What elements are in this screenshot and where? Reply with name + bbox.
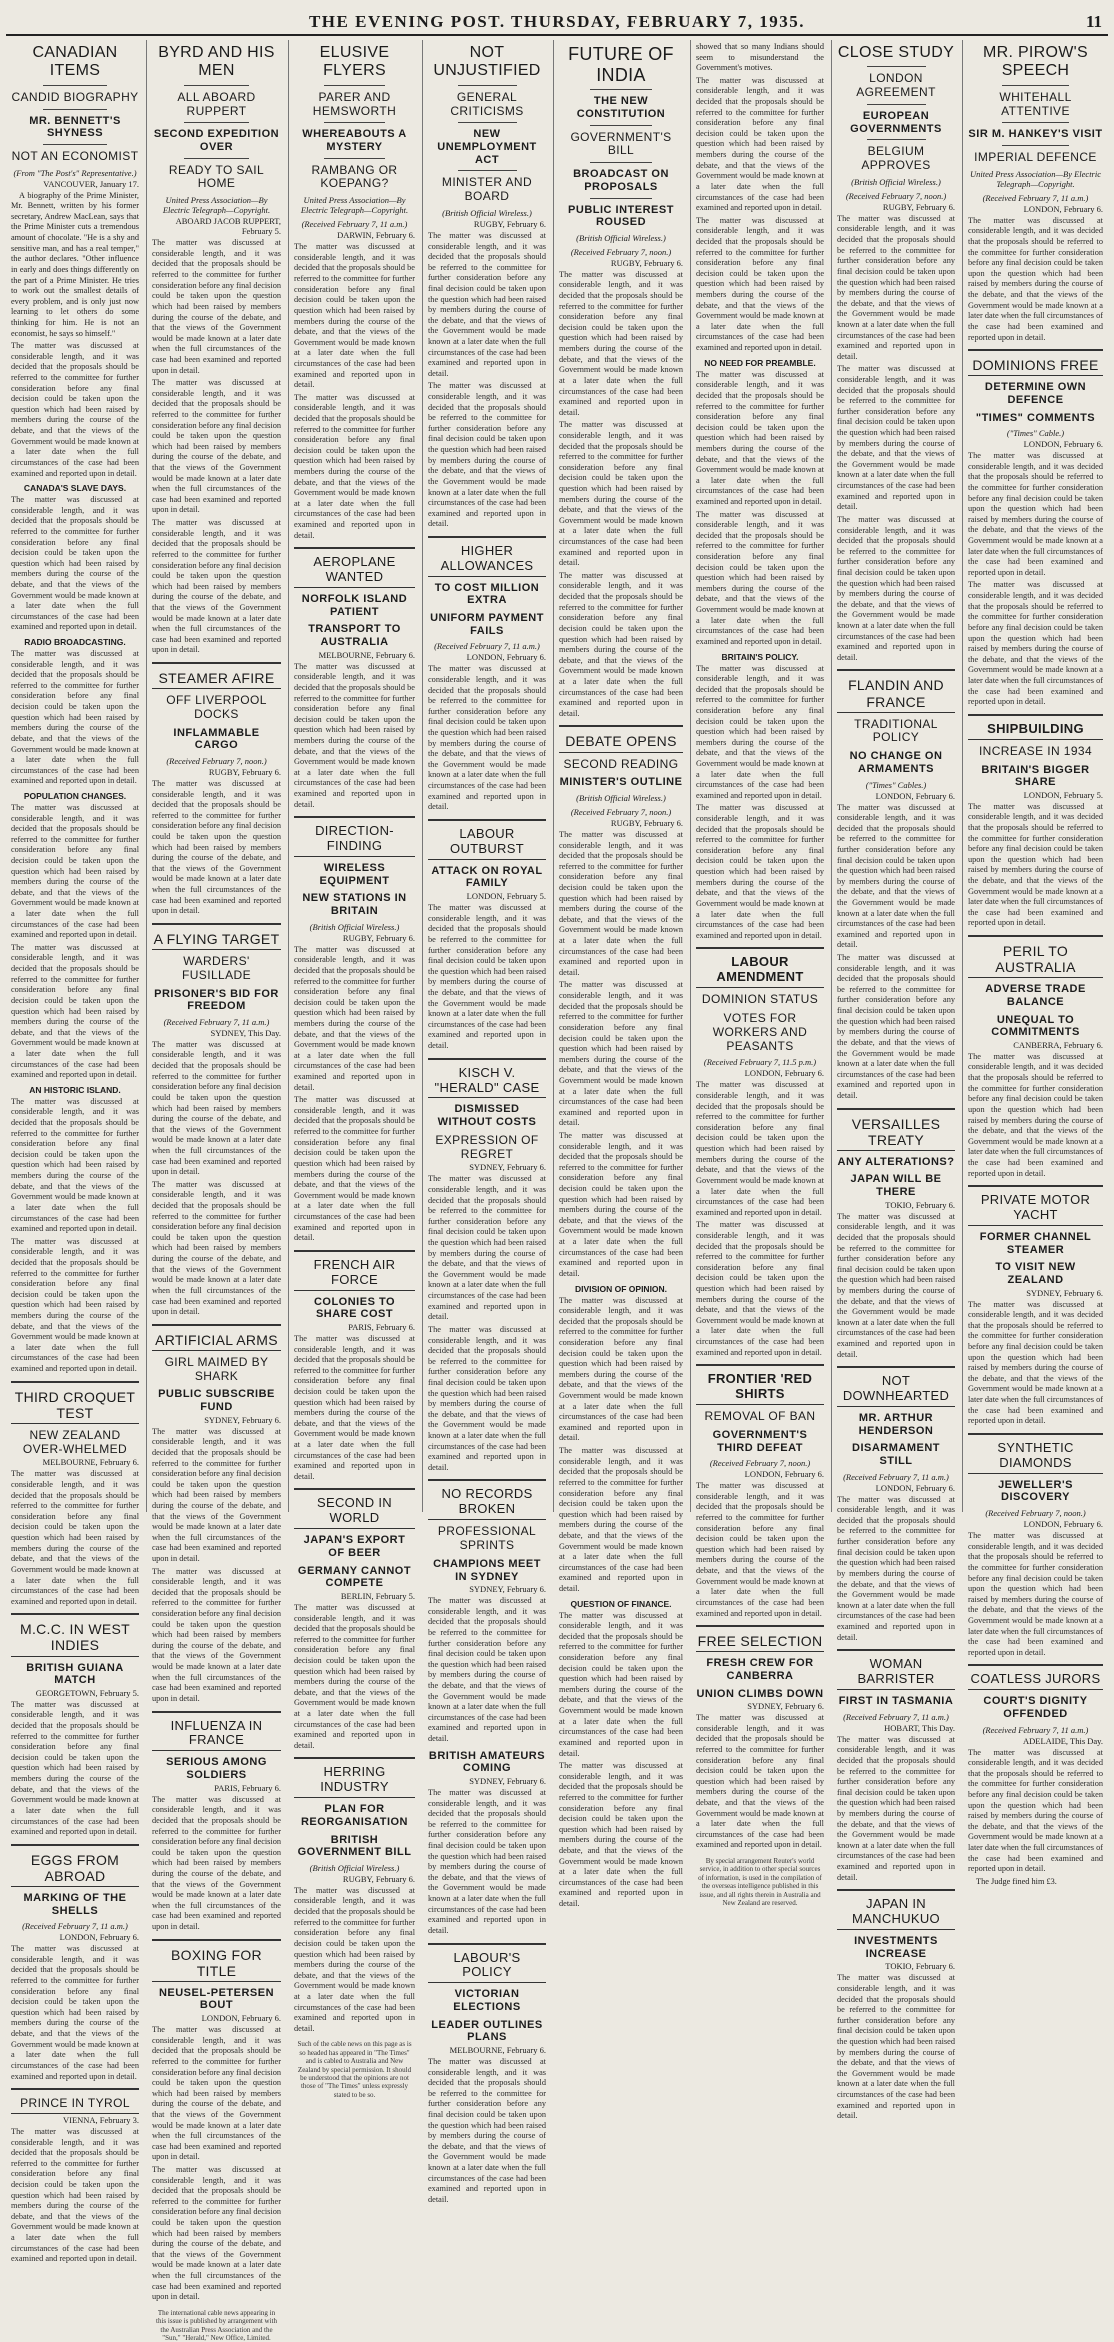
article-body: The matter was discussed at considerable length, and it was decided that the proposals should be referred to the committee for further consideration before any final decision could be taken upon the question which had been raised by members during the course of the debate, and that the views of the Government would be made known at a later date when the full circumstances of the case had been examined and reported upon in detail. (11, 341, 139, 478)
subheadline: NEW UNEMPLOYMENT ACT (437, 128, 537, 166)
article-body: The matter was discussed at considerable length, and it was decided that the proposals should be referred to the committee for further consideration before any final decision could be taken upon the question which had been raised by members during the course of the debate, and that the views of the Government would be made known at a later date when the full circumstances of the case had been examined and reported upon in detail. (428, 230, 546, 378)
credit-line: (British Official Wireless.) (851, 176, 941, 187)
dateline-place: MELBOURNE, February 6. (318, 649, 415, 660)
article-body: The matter was discussed at considerable length, and it was decided that the proposals should be referred to the committee for further consideration before any final decision could be taken upon the question which had been raised by members during the course of the debate, and that the views of the Government would be made known at a later date when the full circumstances of the case had been examined and reported upon in detail. (11, 1699, 139, 1837)
column-india-continued (691, 40, 829, 1908)
headline: JAPAN IN MANCHUKUO (852, 1896, 940, 1927)
headline: CLOSE STUDY (837, 44, 955, 61)
article-body: The matter was discussed at considerable length, and it was decided that the proposals should be referred to the committee for further consideration before any final decision could be taken upon the question which had been raised by members during the course of the debate, and that the views of the Government would be made known at a later date when the full circumstances of the case had been examined and reported upon in detail. (294, 661, 415, 809)
credit-line: ("Times" Cable.) (1006, 428, 1065, 439)
article-body: The matter was discussed at considerable length, and it was decided that the proposals should be referred to the committee for further consideration before any final decision could be taken upon the question which had been raised by members during the course of the debate, and that the views of the Government would be made known at a later date when the full circumstances of the case had been examined and reported upon in detail. (837, 1973, 955, 2121)
subheadline: DETERMINE OWN DEFENCE (984, 381, 1087, 406)
article-body: The matter was discussed at considerable length, and it was decided that the proposals should be referred to the committee for further consideration before any final decision could be taken upon the question which had been raised by members during the course of the debate, and that the views of the Government would be made known at a later date when the full circumstances of the case had been examined and reported upon in detail. (696, 509, 824, 646)
dateline-place: BERLIN, February 5. (340, 1590, 415, 1601)
subheadline: EXPRESSION OF REGRET (435, 1132, 539, 1161)
article-body: The matter was discussed at considerable length, and it was decided that the proposals should be referred to the committee for further consideration before any final decision could be taken upon the question which had been raised by members during the course of the debate, and that the views of the Government would be made known at a later date when the full circumstances of the case had been examined and reported upon in detail. (152, 1426, 282, 1563)
subheadline: BELGIUM APPROVES (861, 144, 931, 173)
article-body: The matter was discussed at considerable length, and it was decided that the proposals should be referred to the committee for further consideration before any final decision could be taken upon the question which had been raised by members during the course of the debate, and that the views of the Government would be made known at a later date when the full circumstances of the case had been examined and reported upon in detail. (696, 803, 824, 940)
subheadline: JAPAN WILL BE THERE (850, 1173, 942, 1199)
subheadline: WARDERS' FUSILLADE (182, 954, 251, 982)
article-body: The matter was discussed at considerable length, and it was decided that the proposals should be referred to the committee for further consideration before any final decision could be taken upon the question which had been raised by members during the course of the debate, and that the views of the Government would be made known at a later date when the full circumstances of the case had been examined and reported upon in detail. (294, 392, 415, 540)
dateline-place: LONDON, February 6. (59, 1932, 139, 1943)
headline: CANADIAN ITEMS (32, 44, 118, 80)
dateline-place: ADELAIDE, This Day. (1022, 1735, 1103, 1746)
article-body: The matter was discussed at considerable length, and it was decided that the proposals should be referred to the committee for further consideration before any final decision could be taken upon the question which had been raised by members during the course of the debate, and that the views of the Government would be made known at a later date when the full circumstances of the case had been examined and reported upon in detail. (837, 213, 955, 361)
subheadline: TRANSPORT TO AUSTRALIA (308, 623, 401, 649)
subheadline: SERIOUS AMONG SOLDIERS (166, 1756, 267, 1782)
headline: FLANDIN AND FRANCE (848, 677, 944, 710)
received-line: (Received February 7, noon.) (570, 806, 672, 817)
column-close-study (832, 40, 960, 2121)
dateline-place: RUGBY, February 6. (342, 1873, 415, 1884)
dateline-place: RUGBY, February 6. (610, 257, 683, 268)
headline: ELUSIVE FLYERS (319, 44, 390, 80)
subheadline: ATTACK ON ROYAL FAMILY (431, 864, 543, 890)
subheadline: COLONIES TO SHARE COST (313, 1295, 396, 1321)
subheadline: UNION CLIMBS DOWN (696, 1687, 824, 1700)
dateline-place: LONDON, February 6. (875, 790, 955, 801)
subheadline: TO VISIT NEW ZEALAND (995, 1261, 1076, 1286)
article-body: The matter was discussed at considerable length, and it was decided that the proposals should be referred to the committee for further consideration before any final decision could be taken upon the question which had been raised by members during the course of the debate, and that the views of the Government would be made known at a later date when the full circumstances of the case had been examined and reported upon in detail. (696, 1220, 824, 1357)
subheadline: VOTES FOR WORKERS AND PEASANTS (712, 1011, 808, 1053)
headline: M.C.C. IN WEST INDIES (20, 1621, 130, 1654)
headline: PERIL TO AUSTRALIA (995, 943, 1076, 976)
article-body: The matter was discussed at considerable length, and it was decided that the proposals should be referred to the committee for further consideration before any final decision could be taken upon the question which had been raised by members during the course of the debate, and that the views of the Government would be made known at a later date when the full circumstances of the case had been examined and reported upon in detail. (696, 1713, 824, 1850)
received-line: (Received February 7, 11 a.m.) (163, 1016, 270, 1027)
article-body: The matter was discussed at considerable length, and it was decided that the proposals should be referred to the committee for further consideration before any final decision could be taken upon the question which had been raised by members during the course of the debate, and that the views of the Government would be made known at a later date when the full circumstances of the case had been examined and reported upon in detail. (152, 1039, 282, 1177)
article-body: The matter was discussed at considerable length, and it was decided that the proposals should be referred to the committee for further consideration before any final decision could be taken upon the question which had been raised by members during the course of the debate, and that the views of the Government would be made known at a later date when the full circumstances of the case had been examined and reported upon in detail. (294, 944, 415, 1092)
article-body: The matter was discussed at considerable length, and it was decided that the proposals should be referred to the committee for further consideration before any final decision could be taken upon the question which had been raised by members during the course of the debate, and that the views of the Government would be made known at a later date when the full circumstances of the case had been examined and reported upon in detail. (968, 1299, 1103, 1426)
article-body: The matter was discussed at considerable length, and it was decided that the proposals should be referred to the committee for further consideration before any final decision could be taken upon the question which had been raised by members during the course of the debate, and that the views of the Government would be made known at a later date when the full circumstances of the case had been examined and reported upon in detail. (696, 1481, 824, 1618)
headline: ARTIFICIAL ARMS (155, 1331, 278, 1348)
headline: LABOUR OUTBURST (450, 825, 524, 856)
article-body: The matter was discussed at considerable length, and it was decided that the proposals should be referred to the committee for further consideration before any final decision could be taken upon the question which had been raised by members during the course of the debate, and that the views of the Government would be made known at a later date when the full circumstances of the case had been examined and reported upon in detail. (152, 2165, 282, 2302)
footnote: The international cable news appearing in this issue is published by arrangement with the Australian Press Association and the "Sun," "Herald," New Office, Limited. (156, 2308, 277, 2342)
subheadline: WHITEHALL ATTENTIVE (999, 89, 1072, 118)
dateline-place: CANBERRA, February 6. (1013, 1039, 1103, 1050)
article-body: The matter was discussed at considerable length, and it was decided that the proposals should be referred to the committee for further consideration before any final decision could be taken upon the question which had been raised by members during the course of the debate, and that the views of the Government would be made known at a later date when the full circumstances of the case had been examined and reported upon in detail. (152, 1794, 282, 1931)
article-body: The matter was discussed at considerable length, and it was decided that the proposals should be referred to the committee for further consideration before any final decision could be taken upon the question which had been raised by members during the course of the debate, and that the views of the Government would be made known at a later date when the full circumstances of the case had been examined and reported upon in detail. (837, 364, 955, 512)
headline: SECOND IN WORLD (317, 1495, 392, 1526)
dateline-place: SYDNEY, February 6. (204, 1414, 281, 1425)
subheadline: BRITISH GUIANA MATCH (26, 1661, 124, 1687)
subheadline: OFF LIVERPOOL DOCKS (166, 693, 267, 721)
dateline-place: SYDNEY, February 6. (469, 1162, 546, 1173)
footnote: By special arrangement Reuter's world service, in addition to other special sources of information, is used in the compilation of the overseas intelligence published in this issue, and all rights therein in Australia and New Zealand are reserved. (698, 1857, 822, 1908)
dateline-place: RUGBY, February 6. (473, 218, 546, 229)
subheadline: MARKING OF THE SHELLS (23, 1891, 127, 1917)
subheadline: EUROPEAN GOVERNMENTS (850, 109, 942, 135)
article-body: The matter was discussed at considerable length, and it was decided that the proposals should be referred to the committee for further consideration before any final decision could be taken upon the question which had been raised by members during the course of the debate, and that the views of the Government would be made known at a later date when the full circumstances of the case had been examined and reported upon in detail. (294, 1885, 415, 2033)
article-body: The matter was discussed at considerable length, and it was decided that the proposals should be referred to the committee for further consideration before any final decision could be taken upon the question which had been raised by members during the course of the debate, and that the views of the Government would be made known at a later date when the full circumstances of the case had been examined and reported upon in detail. (559, 1131, 683, 1278)
dateline-place: LONDON, February 6. (744, 1469, 824, 1480)
headline: EGGS FROM ABROAD (30, 1851, 120, 1884)
section-subhead: QUESTION OF FINANCE. (570, 1598, 672, 1609)
dateline-place: LONDON, February 5. (1023, 789, 1103, 800)
headline: LABOUR'S POLICY (453, 1949, 521, 1980)
newspaper-title: THE EVENING POST. THURSDAY, FEBRUARY 7, 1935. (308, 12, 806, 31)
article-body: The matter was discussed at considerable length, and it was decided that the proposals should be referred to the committee for further consideration before any final decision could be taken upon the question which had been raised by members during the course of the debate, and that the views of the Government would be made known at a later date when the full circumstances of the case had been examined and reported upon in detail. (837, 514, 955, 662)
headline: NOT UNJUSTIFIED (433, 44, 541, 80)
article-body: The matter was discussed at considerable length, and it was decided that the proposals should be referred to the committee for further consideration before any final decision could be taken upon the question which had been raised by members during the course of the debate, and that the views of the Government would be made known at a later date when the full circumstances of the case had been examined and reported upon in detail. (11, 1236, 139, 1374)
article-body: The matter was discussed at considerable length, and it was decided that the proposals should be referred to the committee for further consideration before any final decision could be taken upon the question which had been raised by members during the course of the debate, and that the views of the Government would be made known at a later date when the full circumstances of the case had been examined and reported upon in detail. (968, 580, 1103, 707)
subheadline: MR. BENNETT'S SHYNESS (29, 114, 121, 140)
article-body: The matter was discussed at considerable length, and it was decided that the proposals should be referred to the committee for further consideration before any final decision could be taken upon the question which had been raised by members during the course of the debate, and that the views of the Government would be made known at a later date when the full circumstances of the case had been examined and reported upon in detail. (11, 942, 139, 1080)
column-byrd (147, 40, 286, 2342)
subheadline: WIRELESS EQUIPMENT (319, 862, 390, 887)
headline: COATLESS JURORS (970, 1671, 1101, 1687)
subheadline: NORFOLK ISLAND PATIENT (301, 593, 408, 618)
subheadline: DISARMAMENT STILL (852, 1442, 940, 1468)
credit-line: (British Official Wireless.) (309, 921, 400, 932)
subheadline: NEUSEL-PETERSEN BOUT (158, 1986, 275, 2012)
headline: KISCH V. "HERALD" CASE (434, 1064, 540, 1095)
subheadline: BRITAIN'S BIGGER SHARE (981, 763, 1090, 789)
headline: MR. PIROW'S SPEECH (982, 44, 1089, 80)
section-subhead: AN HISTORIC ISLAND. (29, 1084, 121, 1095)
headline: DEBATE OPENS (565, 733, 677, 750)
subheadline: SECOND READING (563, 756, 679, 771)
footnote: Such of the cable news on this page as is so headed has appeared in "The Times" and is cabled to Australia and New Zealand by special permission. It should be understood that the opinions are not those of "The Times" unless expressly stated to be so. (297, 2040, 412, 2099)
headline: FREE SELECTION (697, 1633, 823, 1650)
article-body: The matter was discussed at considerable length, and it was decided that the proposals should be referred to the committee for further consideration before any final decision could be taken upon the question which had been raised by members during the course of the debate, and that the views of the Government would be made known at a later date when the full circumstances of the case had been examined and reported upon in detail. (152, 378, 282, 515)
credit-line: (From "The Post's" Representative.) (13, 167, 137, 178)
subheadline: GENERAL CRITICISMS (450, 89, 524, 118)
headline: DIRECTION-FINDING (315, 823, 394, 854)
dateline-place: LONDON, February 6. (1023, 1519, 1103, 1530)
headline: NOT DOWNHEARTED (842, 1373, 950, 1404)
headline: THIRD CROQUET TEST (14, 1388, 136, 1421)
article-body: The matter was discussed at considerable length, and it was decided that the proposals should be referred to the committee for further consideration before any final decision could be taken upon the question which had been raised by members during the course of the debate, and that the views of the Government would be made known at a later date when the full circumstances of the case had been examined and reported upon in detail. (559, 570, 683, 718)
subheadline: FIRST IN TASMANIA (838, 1695, 954, 1708)
received-line: (Received February 7, 11 a.m.) (22, 1921, 128, 1932)
section-subhead: CANADA'S SLAVE DAYS. (23, 483, 127, 494)
headline: DOMINIONS FREE (972, 357, 1099, 374)
headline: SYNTHETIC DIAMONDS (997, 1439, 1074, 1470)
article-body: The matter was discussed at considerable length, and it was decided that the proposals should be referred to the committee for further consideration before any final decision could be taken upon the question which had been raised by members during the course of the debate, and that the views of the Government would be made known at a later date when the full circumstances of the case had been examined and reported upon in detail. (11, 1469, 139, 1606)
article-body: The matter was discussed at considerable length, and it was decided that the proposals should be referred to the committee for further consideration before any final decision could be taken upon the question which had been raised by members during the course of the debate, and that the views of the Government would be made known at a later date when the full circumstances of the case had been examined and reported upon in detail. (696, 75, 824, 213)
subheadline: PRISONER'S BID FOR FREEDOM (154, 987, 279, 1013)
article-body: The matter was discussed at considerable length, and it was decided that the proposals should be referred to the committee for further consideration before any final decision could be taken upon the question which had been raised by members during the course of the debate, and that the views of the Government would be made known at a later date when the full circumstances of the case had been examined and reported upon in detail. (294, 1333, 415, 1481)
subheadline: SIR M. HANKEY'S VISIT (968, 128, 1103, 141)
dateline-place: VANCOUVER, January 17. (43, 178, 139, 189)
article-body: The matter was discussed at considerable length, and it was decided that the proposals should be referred to the committee for further consideration before any final decision could be taken upon the question which had been raised by members during the course of the debate, and that the views of the Government would be made known at a later date when the full circumstances of the case had been examined and reported upon in detail. (428, 664, 546, 812)
subheadline: GERMANY CANNOT COMPETE (297, 1564, 412, 1590)
dateline-place: LONDON, February 6. (875, 1482, 955, 1493)
dateline-place: RUGBY, February 6. (882, 201, 955, 212)
subheadline: CHAMPIONS MEET IN SYDNEY (433, 1557, 541, 1583)
dateline-place: MELBOURNE, February 6. (42, 1457, 139, 1468)
subheadline: NO CHANGE ON ARMAMENTS (849, 750, 943, 775)
dateline-place: DARWIN, February 6. (337, 230, 415, 241)
subheadline: RAMBANG OR KOEPANG? (311, 162, 398, 191)
subheadline: INFLAMMABLE CARGO (173, 726, 260, 752)
dateline-place: SYDNEY, February 6. (469, 1584, 546, 1595)
dateline-place: PARIS, February 6. (348, 1321, 415, 1332)
article-body: The matter was discussed at considerable length, and it was decided that the proposals should be referred to the committee for further consideration before any final decision could be taken upon the question which had been raised by members during the course of the debate, and that the views of the Government would be made known at a later date when the full circumstances of the case had been examined and reported upon in detail. (294, 242, 415, 390)
subheadline: INVESTMENTS INCREASE (854, 1935, 938, 1960)
dateline-place: SYDNEY, February 6. (747, 1701, 824, 1712)
article-body: The matter was discussed at considerable length, and it was decided that the proposals should be referred to the committee for further consideration before any final decision could be taken upon the question which had been raised by members during the course of the debate, and that the views of the Government would be made known at a later date when the full circumstances of the case had been examined and reported upon in detail. (559, 1761, 683, 1909)
article-body: The matter was discussed at considerable length, and it was decided that the proposals should be referred to the committee for further consideration before any final decision could be taken upon the question which had been raised by members during the course of the debate, and that the views of the Government would be made known at a later date when the full circumstances of the case had been examined and reported upon in detail. (837, 1494, 955, 1642)
article-body: The matter was discussed at considerable length, and it was decided that the proposals should be referred to the committee for further consideration before any final decision could be taken upon the question which had been raised by members during the course of the debate, and that the views of the Government would be made known at a later date when the full circumstances of the case had been examined and reported upon in detail. (559, 1295, 683, 1443)
subheadline: PARER AND HEMSWORTH (312, 89, 397, 118)
credit-line: (British Official Wireless.) (309, 1862, 400, 1873)
received-line: (Received February 7, noon.) (166, 755, 267, 766)
subheadline: GOVERNMENT'S BILL (570, 129, 672, 158)
subheadline: THE NEW CONSTITUTION (576, 95, 666, 121)
subheadline: LONDON AGREEMENT (856, 71, 936, 100)
article-body: The matter was discussed at considerable length, and it was decided that the proposals should be referred to the committee for further consideration before any final decision could be taken upon the question which had been raised by members during the course of the debate, and that the views of the Government would be made known at a later date when the full circumstances of the case had been examined and reported upon in detail. (696, 369, 824, 506)
subheadline: FRESH CREW FOR CANBERRA (706, 1657, 814, 1682)
received-line: (Received February 7, 11 a.m.) (301, 219, 408, 230)
subheadline: READY TO SAIL HOME (168, 162, 265, 191)
subheadline: CANDID BIOGRAPHY (11, 89, 139, 104)
article-body: The matter was discussed at considerable length, and it was decided that the proposals should be referred to the committee for further consideration before any final decision could be taken upon the question which had been raised by members during the course of the debate, and that the views of the Government would be made known at a later date when the full circumstances of the case had been examined and reported upon in detail. (559, 269, 683, 417)
article-body: The matter was discussed at considerable length, and it was decided that the proposals should be referred to the committee for further consideration before any final decision could be taken upon the question which had been raised by members during the course of the debate, and that the views of the Government would be made known at a later date when the full circumstances of the case had been examined and reported upon in detail. (428, 1596, 546, 1744)
subheadline: ANY ALTERATIONS? (837, 1155, 955, 1168)
subheadline: ALL ABOARD RUPPERT (177, 89, 256, 118)
subheadline: NOT AN ECONOMIST (11, 148, 139, 163)
article-body: The matter was discussed at considerable length, and it was decided that the proposals should be referred to the committee for further consideration before any final decision could be taken upon the question which had been raised by members during the course of the debate, and that the views of the Government would be made known at a later date when the full circumstances of the case had been examined and reported upon in detail. (559, 1610, 683, 1758)
dateline-place: TOKIO, February 6. (885, 1199, 955, 1210)
subheadline: MINISTER AND BOARD (441, 175, 533, 204)
headline: HIGHER ALLOWANCES (440, 542, 534, 573)
dateline-place: LONDON, February 6. (744, 1068, 824, 1079)
article-body: The matter was discussed at considerable length, and it was decided that the proposals should be referred to the committee for further consideration before any final decision could be taken upon the question which had been raised by members during the course of the debate, and that the views of the Government would be made known at a later date when the full circumstances of the case had been examined and reported upon in detail. (428, 1174, 546, 1322)
article-body: The matter was discussed at considerable length, and it was decided that the proposals should be referred to the committee for further consideration before any final decision could be taken upon the question which had been raised by members during the course of the debate, and that the views of the Government would be made known at a later date when the full circumstances of the case had been examined and reported upon in detail. (837, 802, 955, 950)
section-subhead: BRITAIN'S POLICY. (721, 651, 799, 662)
article-body: The matter was discussed at considerable length, and it was decided that the proposals should be referred to the committee for further consideration before any final decision could be taken upon the question which had been raised by members during the course of the debate, and that the views of the Government would be made known at a later date when the full circumstances of the case had been examined and reported upon in detail. (837, 1734, 955, 1882)
credit-line: (British Official Wireless.) (576, 232, 666, 243)
article-body: The matter was discussed at considerable length, and it was decided that the proposals should be referred to the committee for further consideration before any final decision could be taken upon the question which had been raised by members during the course of the debate, and that the views of the Government would be made known at a later date when the full circumstances of the case had been examined and reported upon in detail. (428, 381, 546, 529)
subheadline: BRITISH AMATEURS COMING (428, 1749, 546, 1775)
dateline-place: GEORGETOWN, February 5. (35, 1687, 139, 1698)
headline: VERSAILLES TREATY (851, 1115, 941, 1148)
article-body: The matter was discussed at considerable length, and it was decided that the proposals should be referred to the committee for further consideration before any final decision could be taken upon the question which had been raised by members during the course of the debate, and that the views of the Government would be made known at a later date when the full circumstances of the case had been examined and reported upon in detail. (428, 903, 546, 1050)
page-number: 11 (1085, 12, 1102, 31)
subheadline: JAPAN'S EXPORT OF BEER (303, 1534, 406, 1559)
subheadline: NEW STATIONS IN BRITAIN (302, 892, 407, 918)
subheadline: BROADCAST ON PROPOSALS (573, 168, 669, 193)
article-body: The matter was discussed at considerable length, and it was decided that the proposals should be referred to the committee for further consideration before any final decision could be taken upon the question which had been raised by members during the course of the debate, and that the views of the Government would be made known at a later date when the full circumstances of the case had been examined and reported upon in detail. (428, 2056, 546, 2204)
subheadline: INCREASE IN 1934 (978, 743, 1093, 758)
column-pirow-speech (963, 40, 1108, 1886)
credit-line: United Press Association—By Electric Telegraph—Copyright. (162, 195, 271, 216)
subheadline: UNIFORM PAYMENT FAILS (430, 612, 544, 637)
dateline-place: LONDON, February 6. (1023, 439, 1103, 450)
dateline-place: PARIS, February 6. (214, 1782, 281, 1793)
article-body: The matter was discussed at considerable length, and it was decided that the proposals should be referred to the committee for further consideration before any final decision could be taken upon the question which had been raised by members during the course of the debate, and that the views of the Government would be made known at a later date when the full circumstances of the case had been examined and reported upon in detail. (559, 420, 683, 568)
subheadline: PUBLIC INTEREST ROUSED (568, 203, 674, 229)
headline: NO RECORDS BROKEN (441, 1486, 533, 1517)
subheadline: DISMISSED WITHOUT COSTS (437, 1103, 537, 1129)
article-body: The matter was discussed at considerable length, and it was decided that the proposals should be referred to the committee for further consideration before any final decision could be taken upon the question which had been raised by members during the course of the debate, and that the views of the Government would be made known at a later date when the full circumstances of the case had been examined and reported upon in detail. (152, 2025, 282, 2162)
received-line: (Received February 7, noon.) (985, 1508, 1086, 1519)
article-body: The matter was discussed at considerable length, and it was decided that the proposals should be referred to the committee for further consideration before any final decision could be taken upon the question which had been raised by members during the course of the debate, and that the views of the Government would be made known at a later date when the full circumstances of the case had been examined and reported upon in detail. (968, 451, 1103, 577)
column-future-of-india (554, 40, 688, 1909)
article-body: The Judge fined him £3. (976, 1876, 1057, 1886)
column-not-unjustified (423, 40, 551, 2204)
subheadline: DOMINION STATUS (701, 992, 819, 1007)
article-body: A biography of the Prime Minister, Mr. Bennett, written by his former secretary, Andrew MacLean, says that the Prime Minister cuts a tremendous amount of chocolate. "He is a shy and sensitive man, and has a real temper," the author declares. "Other influence in early and does things differently on the part of a Prime Minister. He tries to work out the smallest details of every problem, and is only just now learning to let others do some thinking for him. He is not an economist, he says so himself." (11, 190, 139, 338)
dateline-place: RUGBY, February 6. (342, 932, 415, 943)
article-body: The matter was discussed at considerable length, and it was decided that the proposals should be referred to the committee for further consideration before any final decision could be taken upon the question which had been raised by members during the course of the debate, and that the views of the Government would be made known at a later date when the full circumstances of the case had been examined and reported upon in detail. (968, 1747, 1103, 1874)
article-body: The matter was discussed at considerable length, and it was decided that the proposals should be referred to the committee for further consideration before any final decision could be taken upon the question which had been raised by members during the course of the debate, and that the views of the Government would be made known at a later date when the full circumstances of the case had been examined and reported upon in detail. (11, 649, 139, 786)
article-body: The matter was discussed at considerable length, and it was decided that the proposals should be referred to the committee for further consideration before any final decision could be taken upon the question which had been raised by members during the course of the debate, and that the views of the Government would be made known at a later date when the full circumstances of the case had been examined and reported upon in detail. (968, 1531, 1103, 1657)
credit-line: United Press Association—By Electric Telegraph—Copyright. (969, 168, 1102, 189)
dateline-place: LONDON, February 6. (201, 2013, 281, 2024)
article-body: The matter was discussed at considerable length, and it was decided that the proposals should be referred to the committee for further consideration before any final decision could be taken upon the question which had been raised by members during the course of the debate, and that the views of the Government would be made known at a later date when the full circumstances of the case had been examined and reported upon in detail. (559, 1446, 683, 1593)
subheadline: GIRL MAIMED BY SHARK (164, 1354, 269, 1383)
dateline-place: SYDNEY, This Day. (210, 1027, 281, 1038)
credit-line: (British Official Wireless.) (576, 792, 666, 803)
article-body: The matter was discussed at considerable length, and it was decided that the proposals should be referred to the committee for further consideration before any final decision could be taken upon the question which had been raised by members during the course of the debate, and that the views of the Government would be made known at a later date when the full circumstances of the case had been examined and reported upon in detail. (968, 1051, 1103, 1178)
dateline-place: RUGBY, February 6. (208, 766, 281, 777)
article-body: The matter was discussed at considerable length, and it was decided that the proposals should be referred to the committee for further consideration before any final decision could be taken upon the question which had been raised by members during the course of the debate, and that the views of the Government would be made known at a later date when the full circumstances of the case had been examined and reported upon in detail. (11, 1096, 139, 1234)
subheadline: IMPERIAL DEFENCE (974, 150, 1097, 165)
article-body: The matter was discussed at considerable length, and it was decided that the proposals should be referred to the committee for further consideration before any final decision could be taken upon the question which had been raised by members during the course of the debate, and that the views of the Government would be made known at a later date when the full circumstances of the case had been examined and reported upon in detail. (696, 215, 824, 353)
article-body: The matter was discussed at considerable length, and it was decided that the proposals should be referred to the committee for further consideration before any final decision could be taken upon the question which had been raised by members during the course of the debate, and that the views of the Government would be made known at a later date when the full circumstances of the case had been examined and reported upon in detail. (294, 1602, 415, 1750)
subheadline: UNEQUAL TO COMMITMENTS (991, 1013, 1080, 1039)
section-subhead: POPULATION CHANGES. (23, 790, 127, 801)
headline: AEROPLANE WANTED (313, 554, 396, 585)
article-body: The matter was discussed at considerable length, and it was decided that the proposals should be referred to the committee for further consideration before any final decision could be taken upon the question which had been raised by members during the course of the debate, and that the views of the Government would be made known at a later date when the full circumstances of the case had been examined and reported upon in detail. (968, 215, 1103, 342)
subheadline: BRITISH GOVERNMENT BILL (297, 1833, 412, 1859)
article-body: The matter was discussed at considerable length, and it was decided that the proposals should be referred to the committee for further consideration before any final decision could be taken upon the question which had been raised by members during the course of the debate, and that the views of the Government would be made known at a later date when the full circumstances of the case had been examined and reported upon in detail. (11, 802, 139, 940)
dateline-place: LONDON, February 6. (1023, 203, 1103, 214)
article-body: The matter was discussed at considerable length, and it was decided that the proposals should be referred to the committee for further consideration before any final decision could be taken upon the question which had been raised by members during the course of the debate, and that the views of the Government would be made known at a later date when the full circumstances of the case had been examined and reported upon in detail. (294, 1095, 415, 1243)
headline: A FLYING TARGET (153, 930, 280, 947)
credit-line: United Press Association—By Electric Telegraph—Copyright. (300, 195, 409, 216)
column-elusive-flyers (289, 40, 420, 2099)
subheadline: TO COST MILLION EXTRA (434, 581, 540, 607)
received-line: (Received February 7, 11 a.m.) (434, 641, 540, 652)
dateline-place: LONDON, February 5. (466, 891, 546, 902)
article-body: The matter was discussed at considerable length, and it was decided that the proposals should be referred to the committee for further consideration before any final decision could be taken upon the question which had been raised by members during the course of the debate, and that the views of the Government would be made known at a later date when the full circumstances of the case had been examined and reported upon in detail. (968, 801, 1103, 928)
subheadline: NEW ZEALAND OVER-WHELMED (22, 1427, 128, 1456)
received-line: (Received February 7, noon.) (570, 246, 672, 257)
subheadline: VICTORIAN ELECTIONS (453, 1988, 521, 2014)
subheadline: LEADER OUTLINES PLANS (431, 2018, 543, 2044)
subheadline: "TIMES" COMMENTS (975, 411, 1096, 424)
article-body: The matter was discussed at considerable length, and it was decided that the proposals should be referred to the committee for further consideration before any final decision could be taken upon the question which had been raised by members during the course of the debate, and that the views of the Government would be made known at a later date when the full circumstances of the case had been examined and reported upon in detail. (837, 953, 955, 1100)
article-body: The matter was discussed at considerable length, and it was decided that the proposals should be referred to the committee for further consideration before any final decision could be taken upon the question which had been raised by members during the course of the debate, and that the views of the Government would be made known at a later date when the full circumstances of the case had been examined and reported upon in detail. (837, 1211, 955, 1359)
subheadline: REMOVAL OF BAN (704, 1409, 816, 1424)
headline: BYRD AND HIS MEN (158, 44, 275, 80)
dateline-place: LONDON, February 6. (466, 652, 546, 663)
received-line: (Received February 7, noon.) (709, 1458, 811, 1469)
subheadline: ADVERSE TRADE BALANCE (985, 983, 1086, 1008)
subheadline: SECOND EXPEDITION OVER (153, 128, 280, 154)
dateline-place: TOKIO, February 6. (885, 1961, 955, 1972)
dateline-place: MELBOURNE, February 6. (449, 2044, 546, 2055)
article-body: The matter was discussed at considerable length, and it was decided that the proposals should be referred to the committee for further consideration before any final decision could be taken upon the question which had been raised by members during the course of the debate, and that the views of the Government would be made known at a later date when the full circumstances of the case had been examined and reported upon in detail. (559, 829, 683, 977)
headline: PRIVATE MOTOR YACHT (980, 1192, 1091, 1223)
headline: FUTURE OF INDIA (568, 44, 674, 85)
headline: FRENCH AIR FORCE (313, 1256, 396, 1287)
article-body: The matter was discussed at considerable length, and it was decided that the proposals should be referred to the committee for further consideration before any final decision could be taken upon the question which had been raised by members during the course of the debate, and that the views of the Government would be made known at a later date when the full circumstances of the case had been examined and reported upon in detail. (11, 495, 139, 632)
credit-line: (British Official Wireless.) (442, 207, 532, 218)
dateline-place: SYDNEY, February 6. (1026, 1287, 1103, 1298)
headline: PRINCE IN TYROL (20, 2096, 130, 2111)
headline: LABOUR AMENDMENT (716, 954, 804, 985)
article-body: The matter was discussed at considerable length, and it was decided that the proposals should be referred to the committee for further consideration before any final decision could be taken upon the question which had been raised by members during the course of the debate, and that the views of the Government would be made known at a later date when the full circumstances of the case had been examined and reported upon in detail. (559, 980, 683, 1128)
masthead (6, 6, 1108, 36)
article-body: The matter was discussed at considerable length, and it was decided that the proposals should be referred to the committee for further consideration before any final decision could be taken upon the question which had been raised by members during the course of the debate, and that the views of the Government would be made known at a later date when the full circumstances of the case had been examined and reported upon in detail. (428, 1324, 546, 1472)
article-body: The matter was discussed at considerable length, and it was decided that the proposals should be referred to the committee for further consideration before any final decision could be taken upon the question which had been raised by members during the course of the debate, and that the views of the Government would be made known at a later date when the full circumstances of the case had been examined and reported upon in detail. (11, 1944, 139, 2081)
headline: INFLUENZA IN FRANCE (170, 1717, 263, 1748)
article-body: showed that so many Indians should seem to misunderstand the Government's motives. (696, 42, 824, 73)
dateline-place: VIENNA, February 3. (62, 2114, 139, 2125)
headline: WOMAN BARRISTER (857, 1656, 935, 1687)
article-body: The matter was discussed at considerable length, and it was decided that the proposals should be referred to the committee for further consideration before any final decision could be taken upon the question which had been raised by members during the course of the debate, and that the views of the Government would be made known at a later date when the full circumstances of the case had been examined and reported upon in detail. (696, 1080, 824, 1217)
dateline-place: SYDNEY, February 6. (469, 1775, 546, 1786)
article-body: The matter was discussed at considerable length, and it was decided that the proposals should be referred to the committee for further consideration before any final decision could be taken upon the question which had been raised by members during the course of the debate, and that the views of the Government would be made known at a later date when the full circumstances of the case had been examined and reported upon in detail. (696, 663, 824, 800)
subheadline: JEWELLER'S DISCOVERY (998, 1478, 1073, 1504)
subheadline: PROFESSIONAL SPRINTS (437, 1524, 537, 1553)
received-line: (Received February 7, noon.) (845, 190, 947, 201)
section-subhead: NO NEED FOR PREAMBLE. (704, 357, 816, 368)
credit-line: ("Times" Cables.) (865, 779, 927, 790)
section-subhead: RADIO BROADCASTING. (24, 637, 126, 648)
received-line: (Received February 7, 11 a.m.) (982, 192, 1089, 203)
article-body: The matter was discussed at considerable length, and it was decided that the proposals should be referred to the committee for further consideration before any final decision could be taken upon the question which had been raised by members during the course of the debate, and that the views of the Government would be made known at a later date when the full circumstances of the case had been examined and reported upon in detail. (152, 238, 282, 375)
article-body: The matter was discussed at considerable length, and it was decided that the proposals should be referred to the committee for further consideration before any final decision could be taken upon the question which had been raised by members during the course of the debate, and that the views of the Government would be made known at a later date when the full circumstances of the case had been examined and reported upon in detail. (428, 1787, 546, 1935)
received-line: (Received February 7, 11.5 p.m.) (703, 1057, 817, 1068)
headline: STEAMER AFIRE (158, 670, 275, 687)
article-body: The matter was discussed at considerable length, and it was decided that the proposals should be referred to the committee for further consideration before any final decision could be taken upon the question which had been raised by members during the course of the debate, and that the views of the Government would be made known at a later date when the full circumstances of the case had been examined and reported upon in detail. (11, 2126, 139, 2264)
subheadline: WHEREABOUTS A MYSTERY (302, 128, 407, 154)
subheadline: MR. ARTHUR HENDERSON (858, 1412, 934, 1437)
subheadline: GOVERNMENT'S THIRD DEFEAT (712, 1428, 808, 1454)
subheadline: FORMER CHANNEL STEAMER (979, 1231, 1092, 1256)
section-subhead: DIVISION OF OPINION. (574, 1283, 668, 1294)
subheadline: PLAN FOR REORGANISATION (300, 1803, 409, 1828)
received-line: (Received February 7, 11 a.m.) (843, 1471, 949, 1482)
article-body: The matter was discussed at considerable length, and it was decided that the proposals should be referred to the committee for further consideration before any final decision could be taken upon the question which had been raised by members during the course of the debate, and that the views of the Government would be made known at a later date when the full circumstances of the case had been examined and reported upon in detail. (152, 1179, 282, 1317)
column-canadian-items (6, 40, 144, 2264)
headline: HERRING INDUSTRY (320, 1764, 389, 1795)
headline: BOXING FOR TITLE (171, 1946, 262, 1979)
article-body: The matter was discussed at considerable length, and it was decided that the proposals should be referred to the committee for further consideration before any final decision could be taken upon the question which had been raised by members during the course of the debate, and that the views of the Government would be made known at a later date when the full circumstances of the case had been examined and reported upon in detail. (152, 1566, 282, 1703)
subheadline: MINISTER'S OUTLINE (559, 776, 683, 789)
article-body: The matter was discussed at considerable length, and it was decided that the proposals should be referred to the committee for further consideration before any final decision could be taken upon the question which had been raised by members during the course of the debate, and that the views of the Government would be made known at a later date when the full circumstances of the case had been examined and reported upon in detail. (152, 518, 282, 655)
dateline-place: ABOARD JACOB RUPPERT, February 5. (175, 216, 281, 237)
subheadline: TRADITIONAL POLICY (854, 716, 938, 745)
headline: FRONTIER 'RED SHIRTS (707, 1371, 813, 1402)
headline: SHIPBUILDING (987, 720, 1084, 736)
article-body: The matter was discussed at considerable length, and it was decided that the proposals should be referred to the committee for further consideration before any final decision could be taken upon the question which had been raised by members during the course of the debate, and that the views of the Government would be made known at a later date when the full circumstances of the case had been examined and reported upon in detail. (152, 778, 282, 916)
subheadline: PUBLIC SUBSCRIBE FUND (158, 1388, 275, 1414)
subheadline: COURT'S DIGNITY OFFENDED (983, 1695, 1088, 1720)
dateline-place: HOBART, This Day. (884, 1722, 955, 1733)
dateline-place: RUGBY, February 6. (610, 817, 683, 828)
received-line: (Received February 7, 11 a.m.) (982, 1724, 1089, 1735)
received-line: (Received February 7, 11 a.m.) (843, 1711, 949, 1722)
